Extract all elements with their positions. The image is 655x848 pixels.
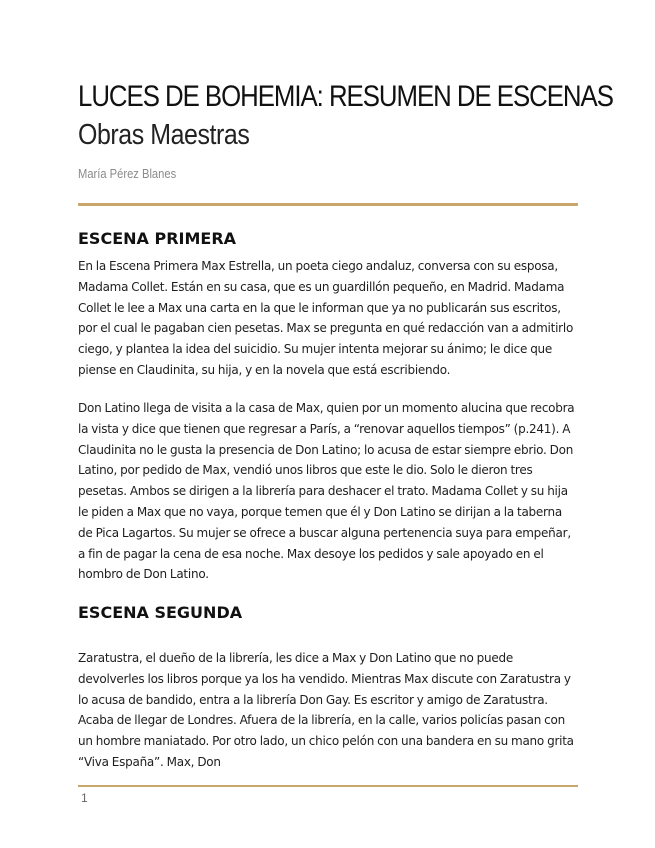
footer-divider [78, 785, 578, 787]
document-subtitle: Obras Maestras [78, 119, 250, 151]
document-author: María Pérez Blanes [78, 166, 177, 181]
section-heading-escena-segunda: ESCENA SEGUNDA [78, 603, 243, 622]
paragraph: Zaratustra, el dueño de la librería, les dice a Max y Don Latino que no puede devolverles los libros porque ya los ha vendido. Mientras Max discute con Zaratustra y lo acusa de bandido, entra a la librería Don Gay. Es escritor y amigo de Zaratustra. Acaba de llegar de Londres. Afuera de la librería, en la calle, varios policías pasan con un hombre maniatado. Por otro lado, un chico pelón con una bandera en su mano grita “Viva España”. Max, Don [78, 651, 574, 769]
paragraph: En la Escena Primera Max Estrella, un poeta ciego andaluz, conversa con su esposa, Madama Collet. Están en su casa, que es un guardillón pequeño, en Madrid. Madama Collet le lee a Max una carta en la que le informan que ya no publicarán sus escritos, por el cual le pagaban cien pesetas. Max se pregunta en qué redacción van a admitirlo ciego, y plantea la idea del suicidio. Su mujer intenta mejorar su ánimo; le dice que piense en Claudinita, su hija, y en la novela que está escribiendo. [78, 259, 574, 377]
header-divider [78, 203, 578, 206]
page-number: 1 [81, 791, 88, 805]
document-title: LUCES DE BOHEMIA: RESUMEN DE ESCENAS [78, 80, 613, 113]
paragraph: Don Latino llega de visita a la casa de Max, quien por un momento alucina que recobra la vista y dice que tienen que regresar a París, a “renovar aquellos tiempos” (p.241). A Claudinita no le gusta la presencia de Don Latino; lo acusa de estar siempre ebrio. Don Latino, por pedido de Max, vendió unos libros que este le dio. Solo le dieron tres pesetas. Ambos se dirigen a la librería para deshacer el trato. Madama Collet y su hija le piden a Max que no vaya, porque temen que él y Don Latino se dirijan a la taberna de Pica Lagartos. Su mujer se ofrece a buscar alguna pertenencia suya para empeñar, a fin de pagar la cena de esa noche. Max desoye los pedidos y sale apoyado en el hombro de Don Latino. [78, 401, 575, 582]
section-heading-escena-primera: ESCENA PRIMERA [78, 229, 237, 248]
